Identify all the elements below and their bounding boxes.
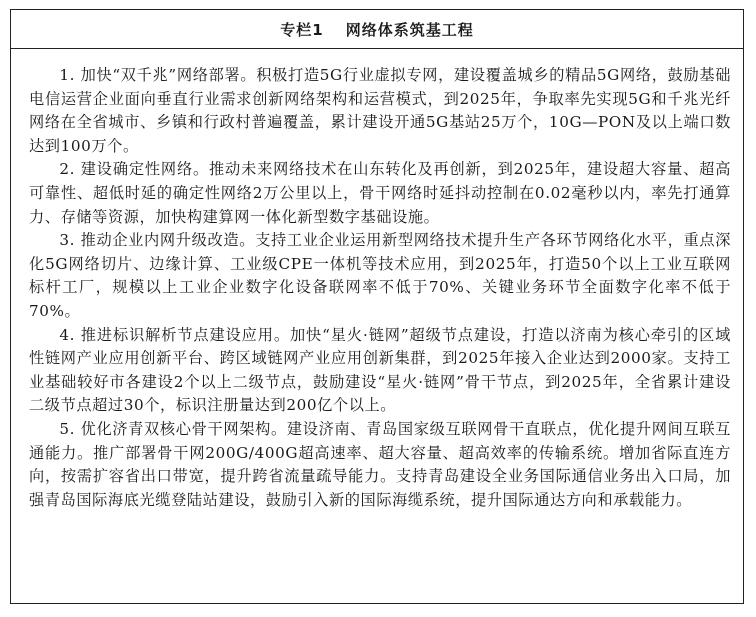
box-label: 专栏1 — [280, 20, 324, 39]
box-title: 网络体系筑基工程 — [345, 20, 474, 39]
box-header — [11, 10, 743, 49]
paragraph-item-3: 3. 推动企业内网升级改造。支持工业企业运用新型网络技术提升生产各环节网络化水平，重点深化5G网络切片、边缘计算、工业级CPE一体机等技术应用，到2025年，打造50个以上工业互联网标杆工厂，规模以上工业企业数字化设备联网率不低于70%、关键业务环节全面数字化率不低于70%。 — [29, 231, 731, 320]
paragraph-item-4: 4. 推进标识解析节点建设应用。加快“星火·链网”超级节点建设，打造以济南为核心牵引的区域性链网产业应用创新平台、跨区域链网产业应用创新集群，到2025年接入企业达到2000家。支持工业基础较好市各建设2个以上二级节点，鼓励建设“星火·链网”骨干节点，到2025年，全省累计建设二级节点超过30个，标识注册量达到200亿个以上。 — [29, 325, 731, 415]
paragraph-item-1: 1. 加快“双千兆”网络部署。积极打造5G行业虚拟专网，建设覆盖城乡的精品5G网络，鼓励基础电信运营企业面向垂直行业需求创新网络架构和运营模式，到2025年，争取率先实现5G和千兆光纤网络在全省城市、乡镇和行政村普遍覆盖，累计建设开通5G基站25万个，10G—PON及以上端口数达到100万个。 — [29, 66, 731, 155]
paragraph-item-2: 2. 建设确定性网络。推动未来网络技术在山东转化及再创新，到2025年，建设超大容量、超高可靠性、超低时延的确定性网络2万公里以上，骨干网络时延抖动控制在0.02毫秒以内，率先打通算力、存储等资源，加快构建算网一体化新型数字基础设施。 — [29, 160, 731, 226]
box-body — [11, 49, 743, 512]
paragraph-item-5: 5. 优化济青双核心骨干网架构。建设济南、青岛国家级互联网骨干直联点，优化提升网间互联互通能力。推广部署骨干网200G/400G超高速率、超大容量、超高效率的传输系统。增加省际直连方向，按需扩容省出口带宽，提升跨省流量疏导能力。支持青岛建设全业务国际通信业务出入口局，加强青岛国际海底光缆登陆站建设，鼓励引入新的国际海缆系统，提升国际通达方向和承载能力。 — [29, 419, 731, 509]
feature-box — [10, 9, 744, 604]
